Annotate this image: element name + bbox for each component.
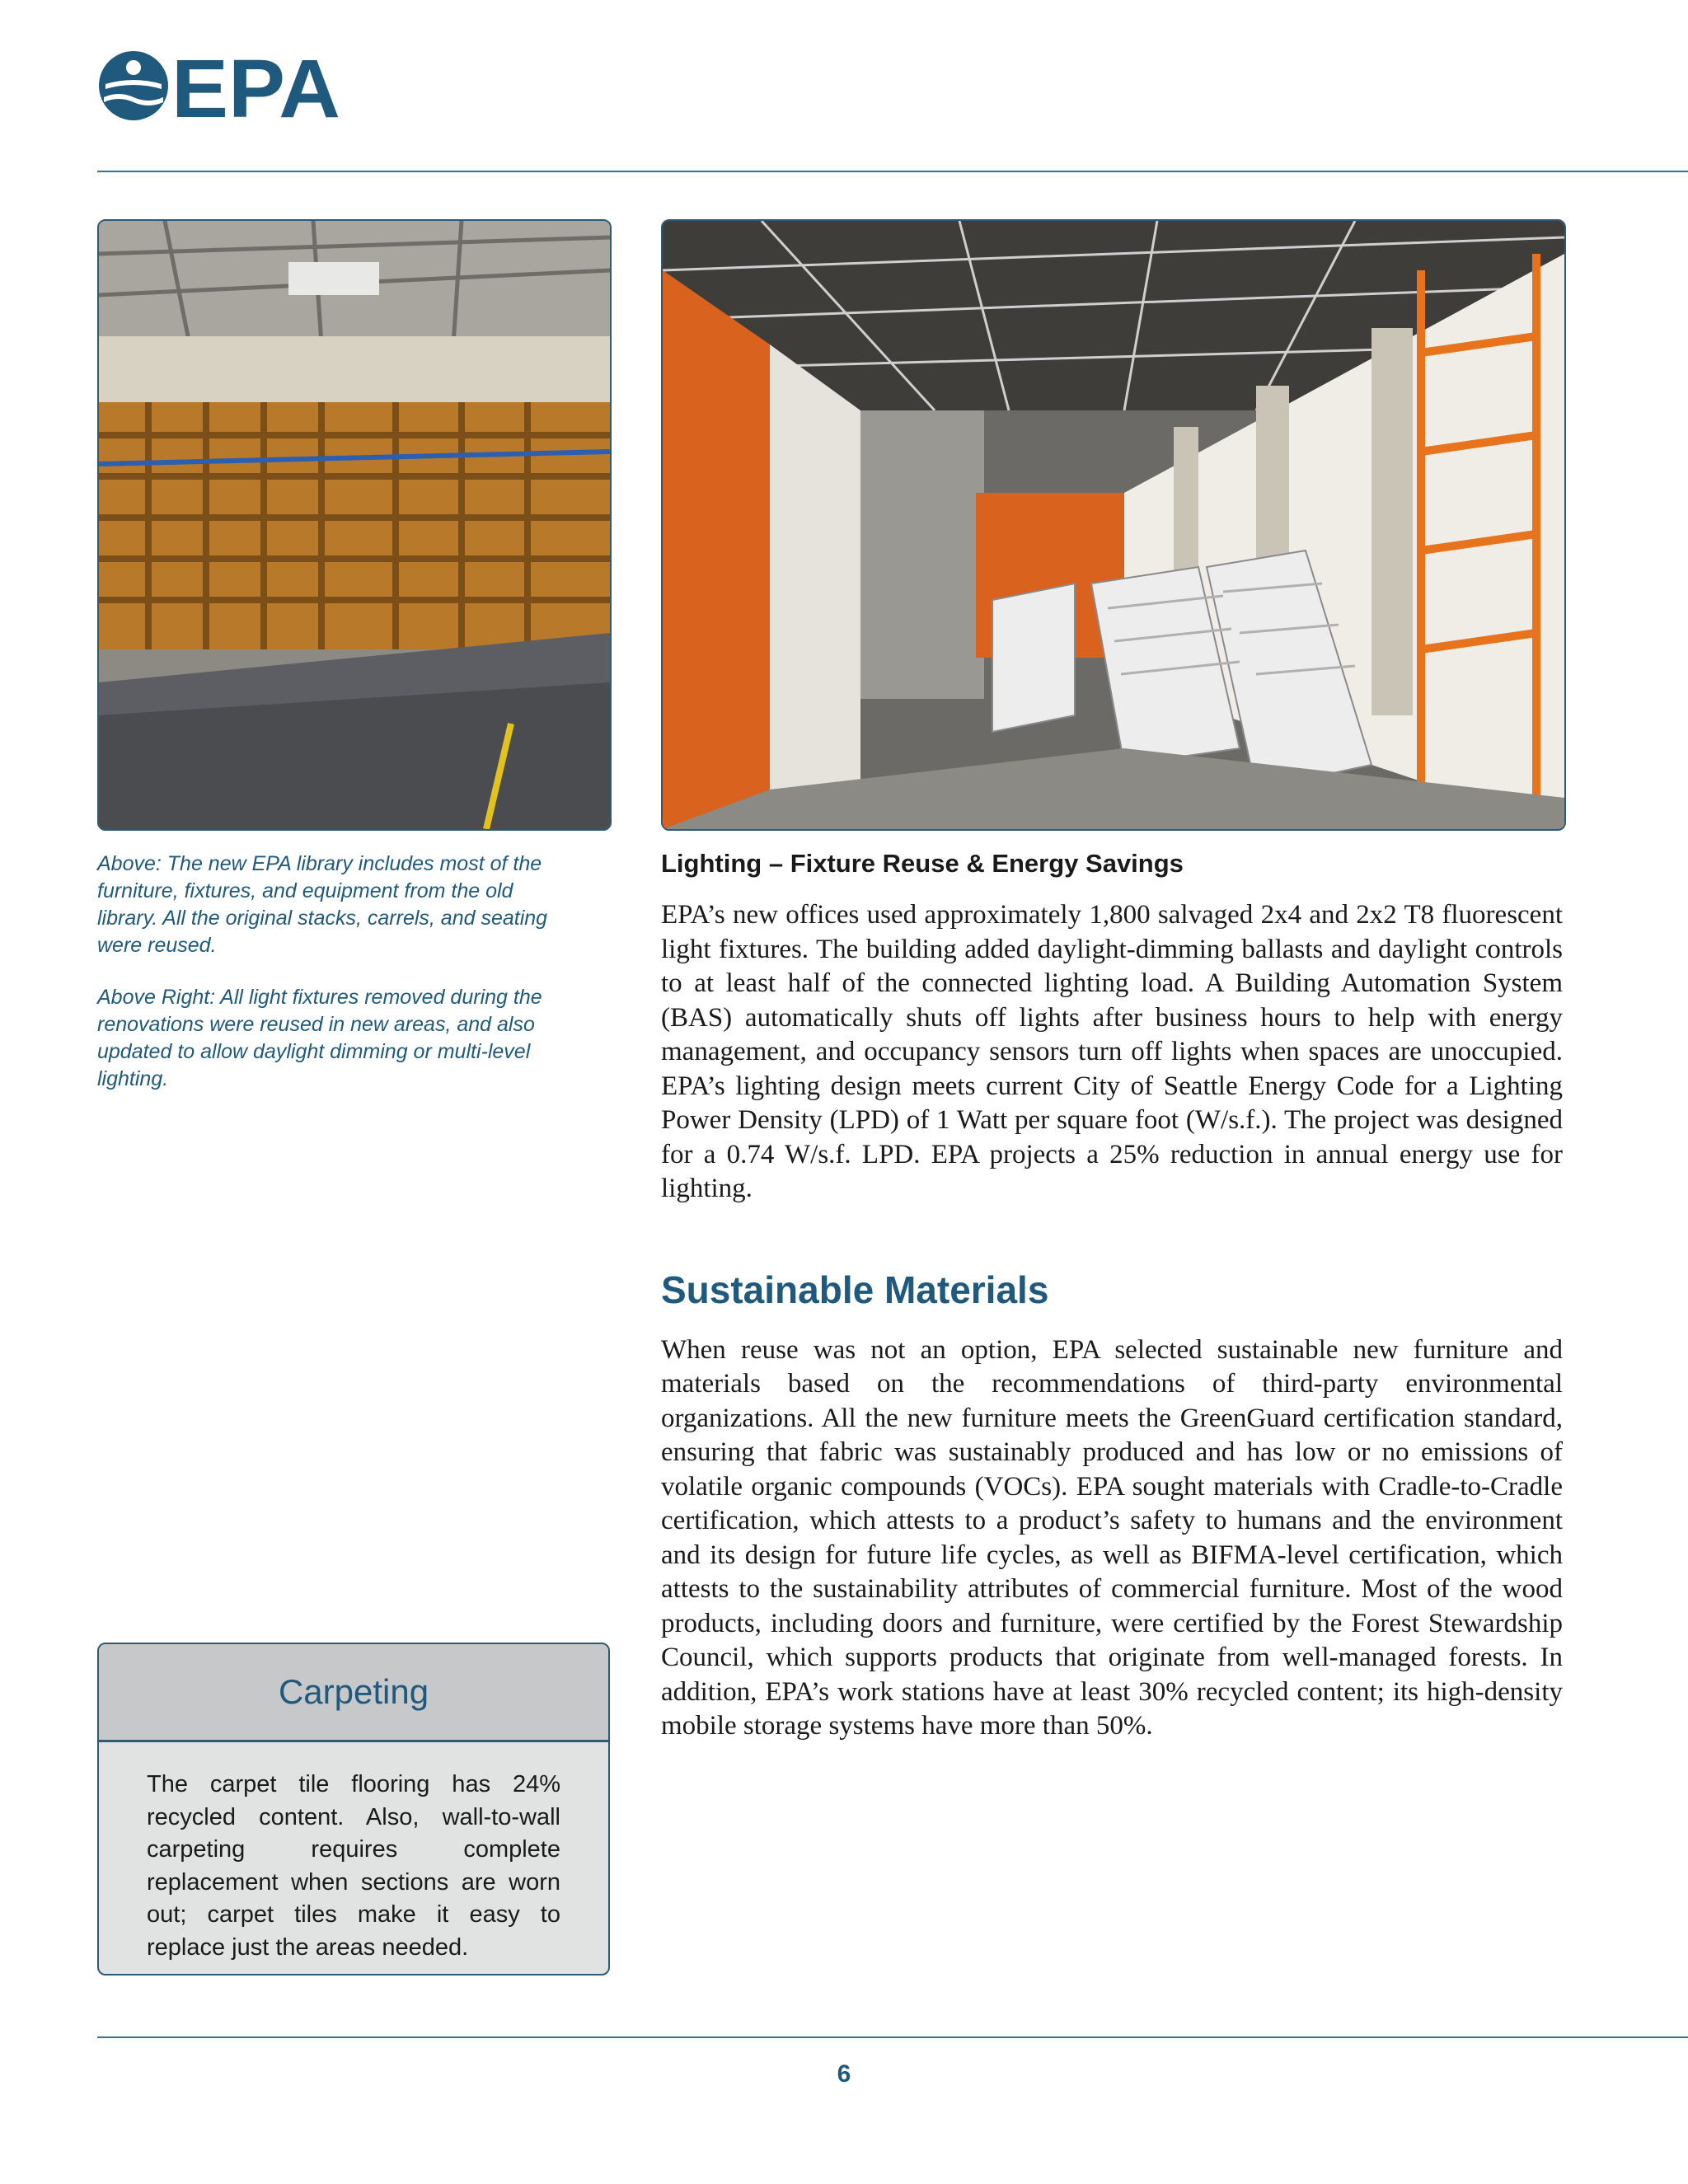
sidebar-title: Carpeting [99, 1644, 608, 1742]
light-fixtures-photo [661, 219, 1566, 831]
lighting-body: EPA’s new offices used approximately 1,800 salvaged 2x4 and 2x2 T8 fluorescent light fixtures. The building added daylight-dimming ballasts and daylight controls to at least half of the connected lighting load. A Building Automation System (BAS) automatically shuts off lights after business hours to help with energy management, and occupancy sensors turn off lights when spaces are unoccupied. EPA’s lighting design meets current City of Seattle Energy Code for a Lighting Power Density (LPD) of 1 Watt per square foot (W/s.f.). The project was designed for a 0.74 W/s.f. LPD. EPA projects a 25% reduction in annual energy use for lighting. [661, 900, 1563, 1203]
main-content [661, 849, 1563, 1744]
materials-heading: Sustainable Materials [661, 1268, 1049, 1311]
page-number: 6 [837, 2060, 851, 2088]
epa-logo[interactable] [97, 48, 345, 124]
materials-body: When reuse was not an option, EPA selected sustainable new furniture and materials based on the recommendations of third-party environmental organizations. All the new furniture meets the GreenGuard certification standard, ensuring that fabric was sustainably produced and has low or no emissions of volatile organic compounds (VOCs). EPA sought materials with Cradle-to-Cradle certification, which attests to a product’s safety to humans and the environment and its design for future life cycles, as well as BIFMA-level certification, which attests to the sustainability attributes of commercial furniture. Most of the wood products, including doors and furniture, were certified by the Forest Stewardship Council, which supports products that originate from well-managed forests. In addition, EPA’s work stations have at least 30% recycled content; its high-density mobile storage systems have more than 50%. [661, 1334, 1563, 1741]
library-photo-icon [99, 221, 610, 829]
caption-above: Above: The new EPA library includes most of the furniture, fixtures, and equipment from the old library. All the original stacks, carrels, and seating were reused. [97, 852, 548, 957]
footer-rule [97, 2036, 1688, 2038]
header-rule [97, 171, 1688, 172]
sidebar-body: The carpet tile flooring has 24% recycled content. Also, wall-to-wall carpeting requires complete replacement when sections are worn out; carpet tiles make it easy to replace just the areas needed. [147, 1771, 560, 1961]
light-fixtures-photo-icon [663, 221, 1564, 829]
library-photo [97, 219, 612, 831]
caption-above-right: Above Right: All light fixtures removed during the renovations were reused in new areas, and also updated to allow daylight dimming or multi-level lighting. [97, 986, 542, 1090]
logo-wordmark: EPA [171, 48, 340, 124]
lighting-subheading: Lighting – Fixture Reuse & Energy Savings [661, 849, 1184, 878]
epa-logo-icon [97, 48, 345, 124]
photo-captions [97, 851, 559, 1118]
carpeting-sidebar [97, 1643, 610, 1975]
